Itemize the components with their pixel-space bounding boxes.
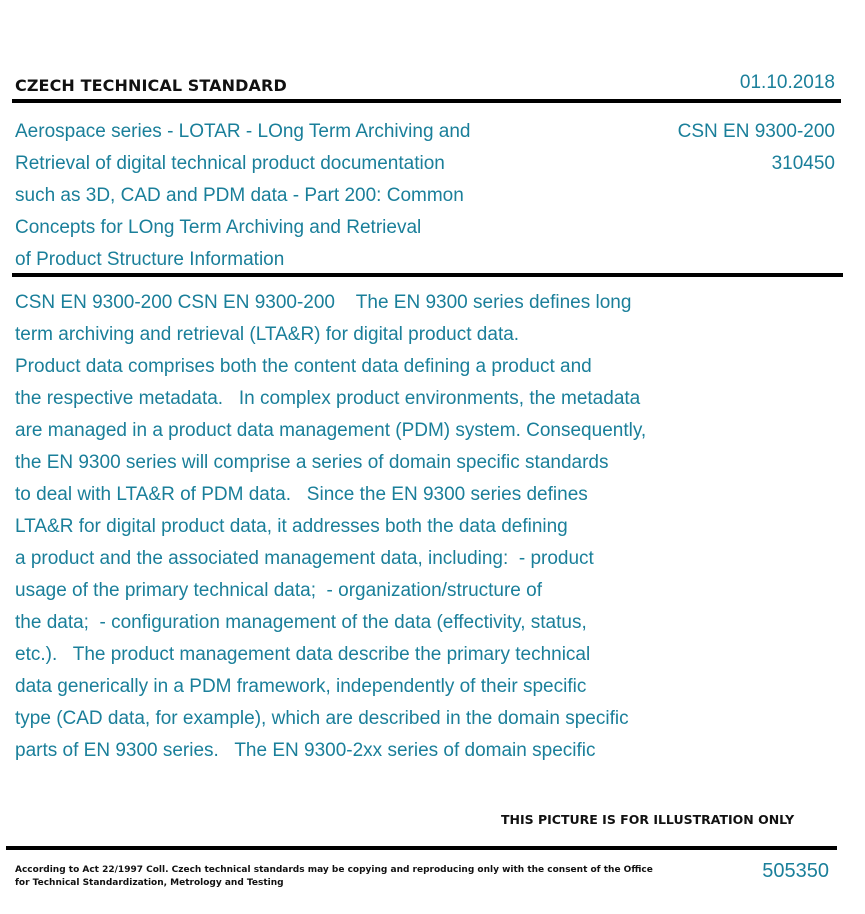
abstract-line: the respective metadata. In complex product environments, the metadata <box>15 388 641 409</box>
legal-notice <box>15 864 653 890</box>
standard-code: CSN EN 9300-200 <box>677 121 835 142</box>
abstract-line: term archiving and retrieval (LTA&R) for digital product data. <box>15 324 520 345</box>
abstract-line: to deal with LTA&R of PDM data. Since the EN 9300 series defines <box>15 484 588 505</box>
abstract-line: parts of EN 9300 series. The EN 9300-2xx series of domain specific <box>15 740 596 761</box>
legal-line: for Technical Standardization, Metrology and Testing <box>15 878 284 888</box>
abstract-line: the data; - configuration management of the data (effectivity, status, <box>15 612 587 633</box>
abstract-line: etc.). The product management data describe the primary technical <box>15 644 591 665</box>
catalog-number: 505350 <box>762 860 829 882</box>
title-line: Retrieval of digital technical product documentation <box>15 153 445 174</box>
standard-identifier <box>678 116 835 180</box>
abstract-line: LTA&R for digital product data, it addresses both the data defining <box>15 516 568 537</box>
abstract-line: data generically in a PDM framework, independently of their specific <box>15 676 587 697</box>
abstract-line: are managed in a product data management (PDM) system. Consequently, <box>15 420 647 441</box>
abstract-line: a product and the associated management data, including: - product <box>15 548 594 569</box>
standard-abstract <box>15 287 775 767</box>
illustration-note: THIS PICTURE IS FOR ILLUSTRATION ONLY <box>501 812 795 827</box>
abstract-line: usage of the primary technical data; - organization/structure of <box>15 580 542 601</box>
abstract-line: CSN EN 9300-200 CSN EN 9300-200 The EN 9300 series defines long <box>15 292 632 313</box>
title-line: Concepts for LOng Term Archiving and Retrieval <box>15 217 422 238</box>
title-line: of Product Structure Information <box>15 249 285 270</box>
publication-date: 01.10.2018 <box>739 72 835 93</box>
footer-divider <box>6 846 837 850</box>
title-line: Aerospace series - LOTAR - LOng Term Archiving and <box>15 121 471 142</box>
abstract-line: Product data comprises both the content data defining a product and <box>15 356 592 377</box>
standard-title <box>15 116 615 276</box>
abstract-line: type (CAD data, for example), which are described in the domain specific <box>15 708 629 729</box>
title-line: such as 3D, CAD and PDM data - Part 200: Common <box>15 185 464 206</box>
class-number: 310450 <box>771 153 835 174</box>
legal-line: According to Act 22/1997 Coll. Czech technical standards may be copying and reproducing only with the consent of the Office <box>15 865 653 875</box>
header-divider <box>12 99 841 103</box>
document-type-label: CZECH TECHNICAL STANDARD <box>15 76 287 95</box>
abstract-line: the EN 9300 series will comprise a series of domain specific standards <box>15 452 609 473</box>
title-divider <box>12 273 843 277</box>
